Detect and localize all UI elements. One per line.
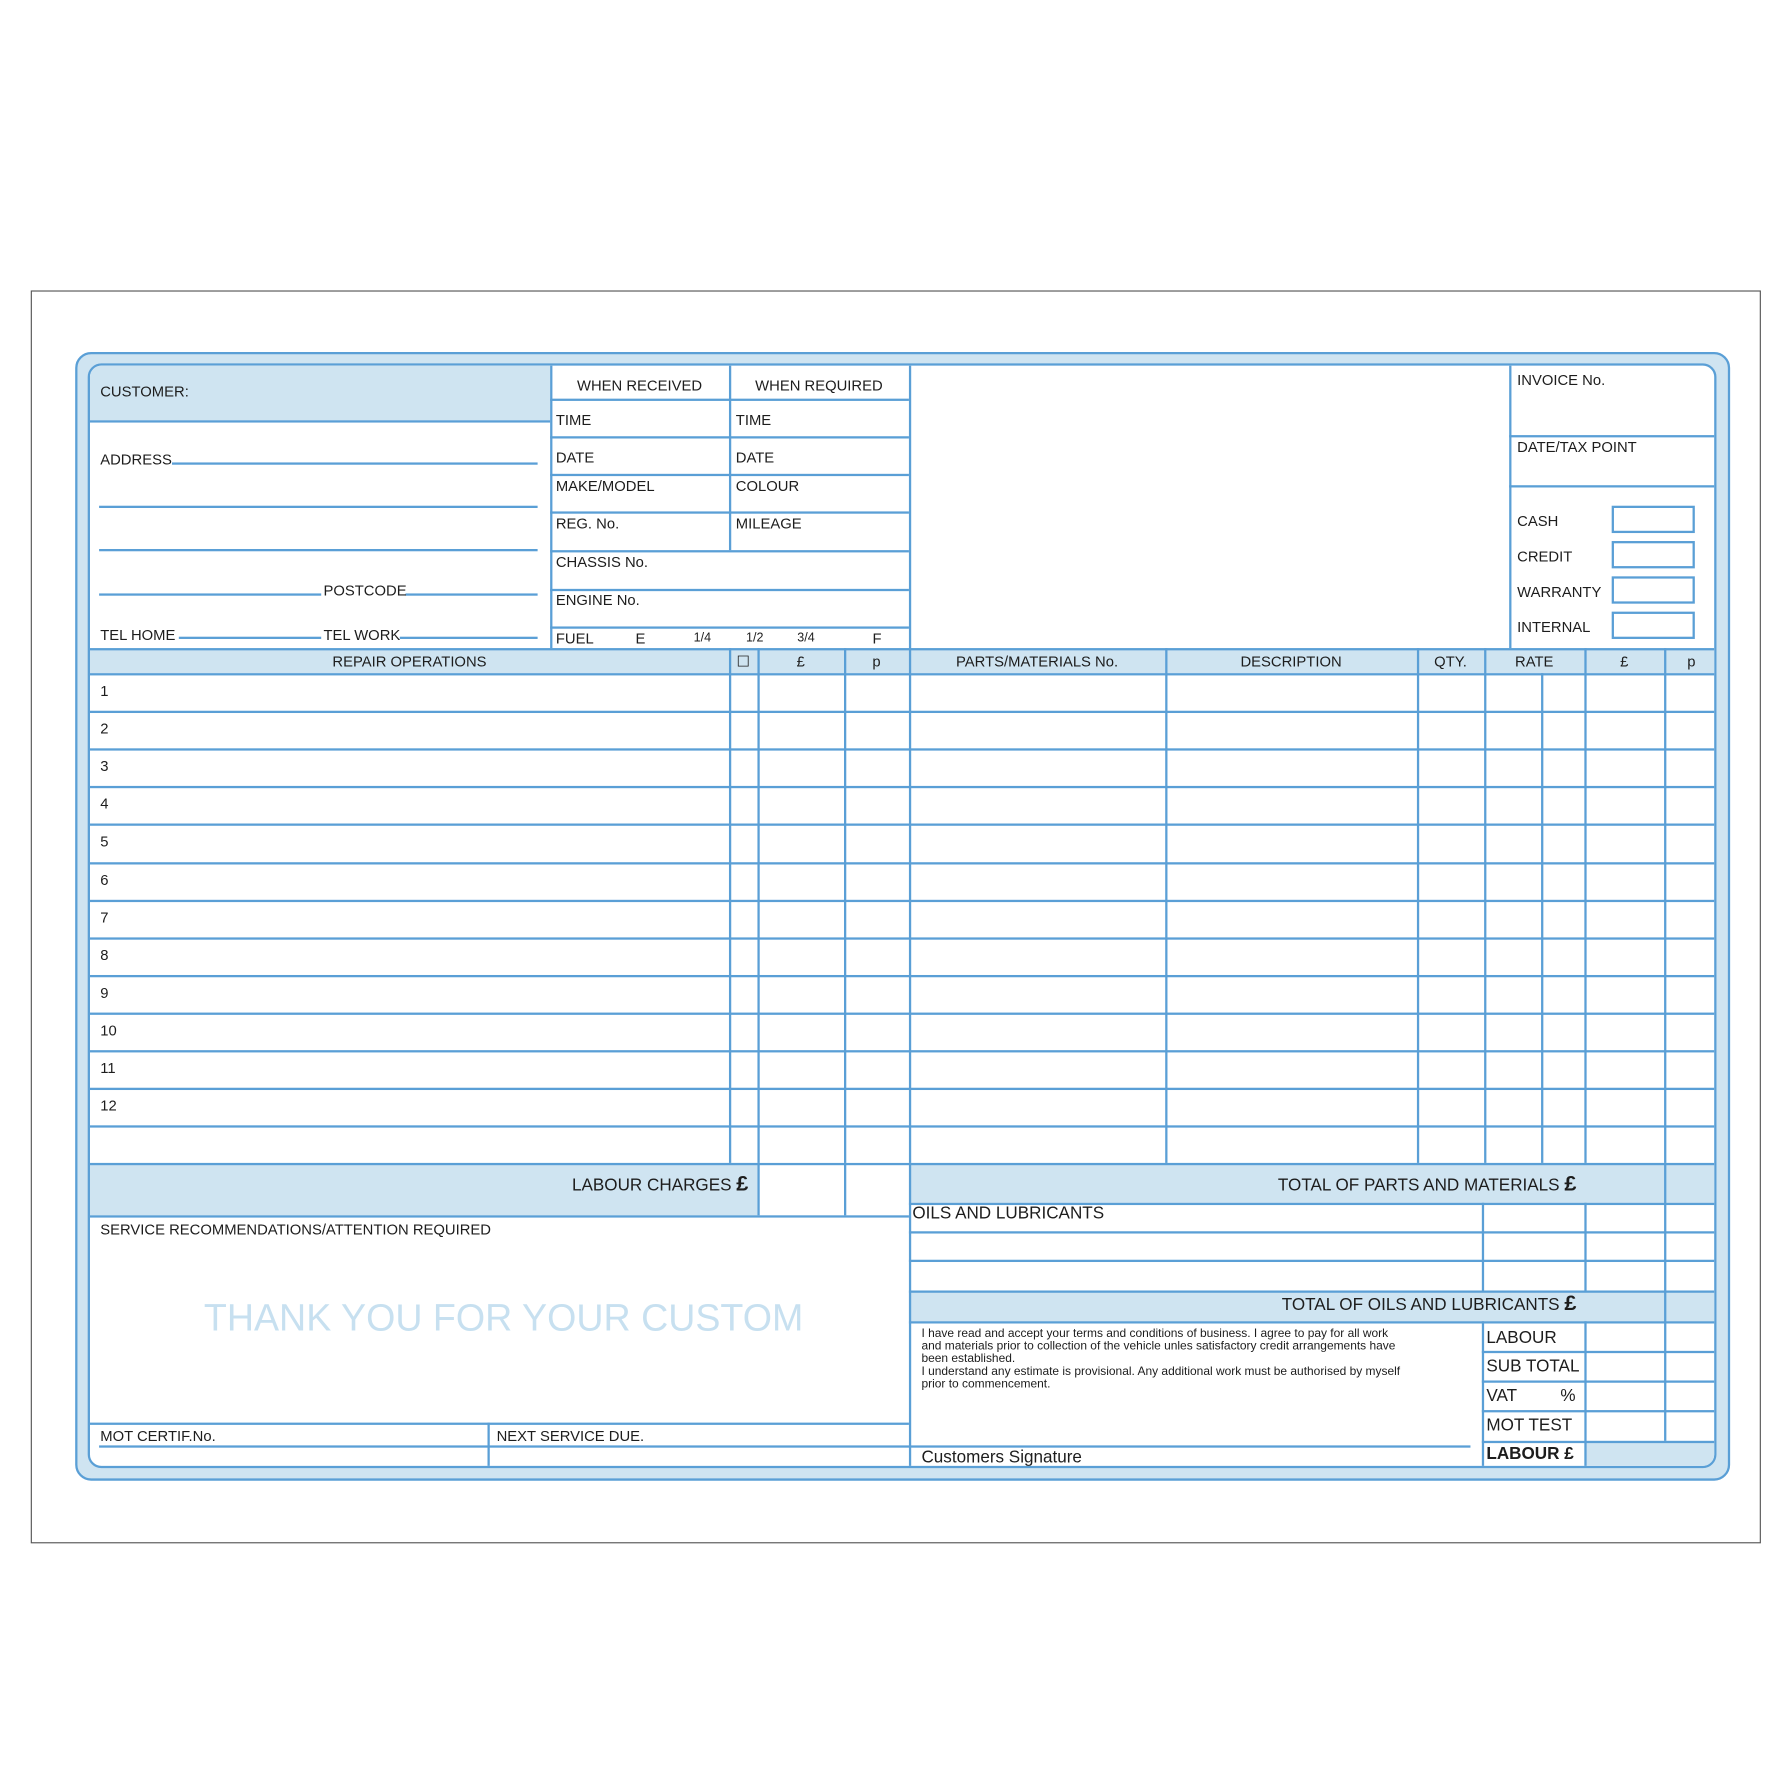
total-oils-text: TOTAL OF OILS AND LUBRICANTS — [1281, 1295, 1560, 1315]
fuel-mark-quarter[interactable]: 1/4 — [693, 631, 712, 645]
grid-line — [909, 1321, 1717, 1323]
postcode-label: POSTCODE — [323, 582, 407, 600]
mot-certif-field[interactable]: MOT CERTIF.No. — [100, 1427, 216, 1445]
thank-you-message: THANK YOU FOR YOUR CUSTOM — [203, 1296, 804, 1339]
grid-line — [400, 637, 538, 639]
grid-line — [757, 648, 759, 1163]
grid-line — [90, 1050, 1716, 1052]
grid-line — [1417, 648, 1419, 1163]
summary-mot-test-label: MOT TEST — [1486, 1415, 1573, 1436]
engine-no-field[interactable]: ENGINE No. — [555, 591, 640, 609]
grid-line — [729, 648, 731, 1163]
grid-line — [909, 1260, 1717, 1262]
grid-line — [1482, 1410, 1717, 1412]
grid-line — [1584, 1321, 1586, 1468]
next-service-due-field[interactable]: NEXT SERVICE DUE. — [496, 1427, 645, 1445]
pound-icon: £ — [1564, 1172, 1577, 1196]
grid-line — [90, 1126, 1716, 1128]
grid-line — [1482, 1321, 1484, 1468]
reg-no-field[interactable]: REG. No. — [555, 514, 620, 532]
labour-charges-label — [90, 1172, 749, 1196]
col-rate: RATE — [1515, 652, 1554, 670]
total-oils-label — [909, 1291, 1577, 1316]
grid-line — [172, 462, 538, 464]
col-description: DESCRIPTION — [1240, 652, 1342, 670]
table-row-number: 10 — [100, 1021, 117, 1039]
grid-line — [90, 673, 1716, 675]
service-recommendations-label: SERVICE RECOMMENDATIONS/ATTENTION REQUIRED — [100, 1221, 492, 1239]
col-labour-pounds: £ — [796, 652, 805, 670]
grid-line — [99, 593, 321, 595]
grid-line — [90, 711, 1716, 713]
grid-line — [1165, 648, 1167, 1163]
payment-credit-label: CREDIT — [1517, 547, 1573, 565]
grid-line — [90, 1012, 1716, 1014]
customer-label: CUSTOMER: — [100, 382, 189, 400]
col-labour-pence: p — [872, 652, 881, 670]
grid-line — [1584, 1203, 1586, 1291]
grid-line — [1482, 1203, 1484, 1291]
tel-home-label: TEL HOME — [100, 626, 176, 644]
grid-line — [550, 511, 909, 513]
col-checkbox: ☐ — [736, 652, 750, 670]
grid-line — [90, 862, 1716, 864]
grid-line — [550, 626, 909, 628]
job-card-form — [88, 363, 1717, 1468]
summary-labour-total-label: LABOUR £ — [1486, 1444, 1574, 1464]
required-time-field[interactable]: TIME — [735, 411, 772, 429]
total-parts-label — [909, 1172, 1577, 1196]
pound-icon: £ — [1564, 1291, 1577, 1316]
date-tax-point-field[interactable]: DATE/TAX POINT — [1517, 438, 1637, 456]
payment-warranty-label: WARRANTY — [1517, 583, 1602, 601]
summary-vat-label: VAT — [1486, 1386, 1518, 1406]
grid-line — [1482, 1351, 1717, 1353]
grid-line — [1584, 648, 1586, 1163]
mileage-field[interactable]: MILEAGE — [735, 514, 802, 532]
payment-cash-checkbox[interactable] — [1612, 506, 1695, 533]
labour-total-bg — [1584, 1441, 1716, 1468]
grid-line — [550, 436, 909, 438]
col-qty: QTY. — [1434, 652, 1467, 670]
chassis-no-field[interactable]: CHASSIS No. — [555, 553, 649, 571]
terms-paragraph-1: I have read and accept your terms and conditions of business. I agree to pay for all work and materials prior to collection of the vehicle unles satisfactory credit arrangements have been established. — [921, 1326, 1396, 1366]
grid-line — [1509, 366, 1511, 648]
col-parts-pounds: £ — [1620, 652, 1629, 670]
grid-line — [909, 1163, 911, 1468]
grid-line — [844, 1163, 846, 1215]
tel-work-label: TEL WORK — [323, 626, 401, 644]
grid-line — [1482, 1441, 1717, 1443]
grid-line — [90, 648, 1716, 650]
col-parts-no: PARTS/MATERIALS No. — [955, 652, 1119, 670]
table-row-number: 7 — [100, 908, 109, 926]
table-row-number: 4 — [100, 795, 109, 813]
table-row-number: 9 — [100, 983, 109, 1001]
grid-line — [550, 550, 909, 552]
invoice-no-field[interactable]: INVOICE No. — [1517, 371, 1606, 389]
grid-line — [909, 1231, 1717, 1233]
table-row-number: 5 — [100, 833, 109, 851]
grid-line — [90, 1215, 909, 1217]
col-repair-operations: REPAIR OPERATIONS — [332, 652, 487, 670]
terms-paragraph-2: I understand any estimate is provisional. Any additional work must be authorised by myself prior to commencement. — [921, 1364, 1401, 1391]
received-time-field[interactable]: TIME — [555, 411, 592, 429]
summary-labour-label: LABOUR — [1486, 1328, 1557, 1348]
oils-lubricants-label: OILS AND LUBRICANTS — [912, 1203, 1105, 1224]
summary-vat-percent: % — [1560, 1386, 1576, 1406]
payment-internal-label: INTERNAL — [1517, 618, 1591, 636]
terms-text — [921, 1328, 1411, 1391]
grid-line — [1509, 435, 1716, 437]
grid-line — [90, 1088, 1716, 1090]
grid-line — [844, 648, 846, 1163]
table-row-number: 2 — [100, 719, 109, 738]
grid-line — [90, 899, 1716, 901]
payment-warranty-checkbox[interactable] — [1612, 576, 1695, 603]
grid-line — [90, 937, 1716, 939]
grid-line — [90, 749, 1716, 751]
grid-line — [405, 593, 537, 595]
table-row-number: 1 — [100, 682, 109, 700]
grid-line — [1484, 648, 1486, 1163]
payment-credit-checkbox[interactable] — [1612, 541, 1695, 568]
grid-line — [909, 1290, 1717, 1292]
col-parts-pence: p — [1687, 652, 1696, 670]
labour-charges-text: LABOUR CHARGES — [572, 1175, 732, 1195]
grid-line — [99, 1445, 1470, 1447]
address-label: ADDRESS — [100, 451, 172, 469]
grid-line — [909, 366, 911, 648]
grid-line — [1509, 485, 1716, 487]
grid-line — [550, 366, 552, 648]
grid-line — [99, 549, 538, 551]
table-row-number: 6 — [100, 870, 109, 888]
make-model-field[interactable]: MAKE/MODEL — [555, 477, 655, 495]
table-row-number: 3 — [100, 757, 109, 775]
grid-line — [909, 648, 911, 1163]
grid-line — [90, 786, 1716, 788]
payment-internal-checkbox[interactable] — [1612, 612, 1695, 639]
required-date-field[interactable]: DATE — [735, 448, 775, 466]
grid-line — [90, 1163, 1716, 1165]
table-row-number: 11 — [100, 1059, 116, 1077]
fuel-mark-full[interactable]: F — [872, 629, 882, 647]
summary-subtotal-label: SUB TOTAL — [1486, 1356, 1580, 1376]
grid-line — [550, 474, 909, 476]
payment-cash-label: CASH — [1517, 512, 1559, 530]
table-row-number: 8 — [100, 946, 109, 964]
when-required-header: WHEN REQUIRED — [755, 377, 883, 395]
colour-field[interactable]: COLOUR — [735, 477, 800, 495]
fuel-mark-three-quarter[interactable]: 3/4 — [797, 631, 815, 645]
grid-line — [1664, 648, 1666, 1163]
grid-line — [179, 637, 321, 639]
grid-line — [757, 1163, 759, 1215]
customer-signature-field[interactable]: Customers Signature — [921, 1447, 1082, 1468]
grid-line — [90, 1423, 909, 1425]
fuel-mark-empty[interactable]: E — [635, 629, 646, 647]
grid-line — [90, 824, 1716, 826]
total-parts-text: TOTAL OF PARTS AND MATERIALS — [1277, 1175, 1560, 1195]
fuel-label: FUEL — [555, 629, 594, 647]
pound-icon: £ — [736, 1172, 749, 1196]
table-row-number: 12 — [100, 1096, 117, 1115]
grid-line — [99, 506, 538, 508]
grid-line — [550, 399, 909, 401]
when-received-header: WHEN RECEIVED — [577, 377, 703, 395]
fuel-mark-half[interactable]: 1/2 — [746, 631, 764, 645]
grid-line — [90, 420, 550, 422]
received-date-field[interactable]: DATE — [555, 448, 595, 466]
grid-line — [1482, 1380, 1717, 1382]
grid-line — [90, 975, 1716, 977]
